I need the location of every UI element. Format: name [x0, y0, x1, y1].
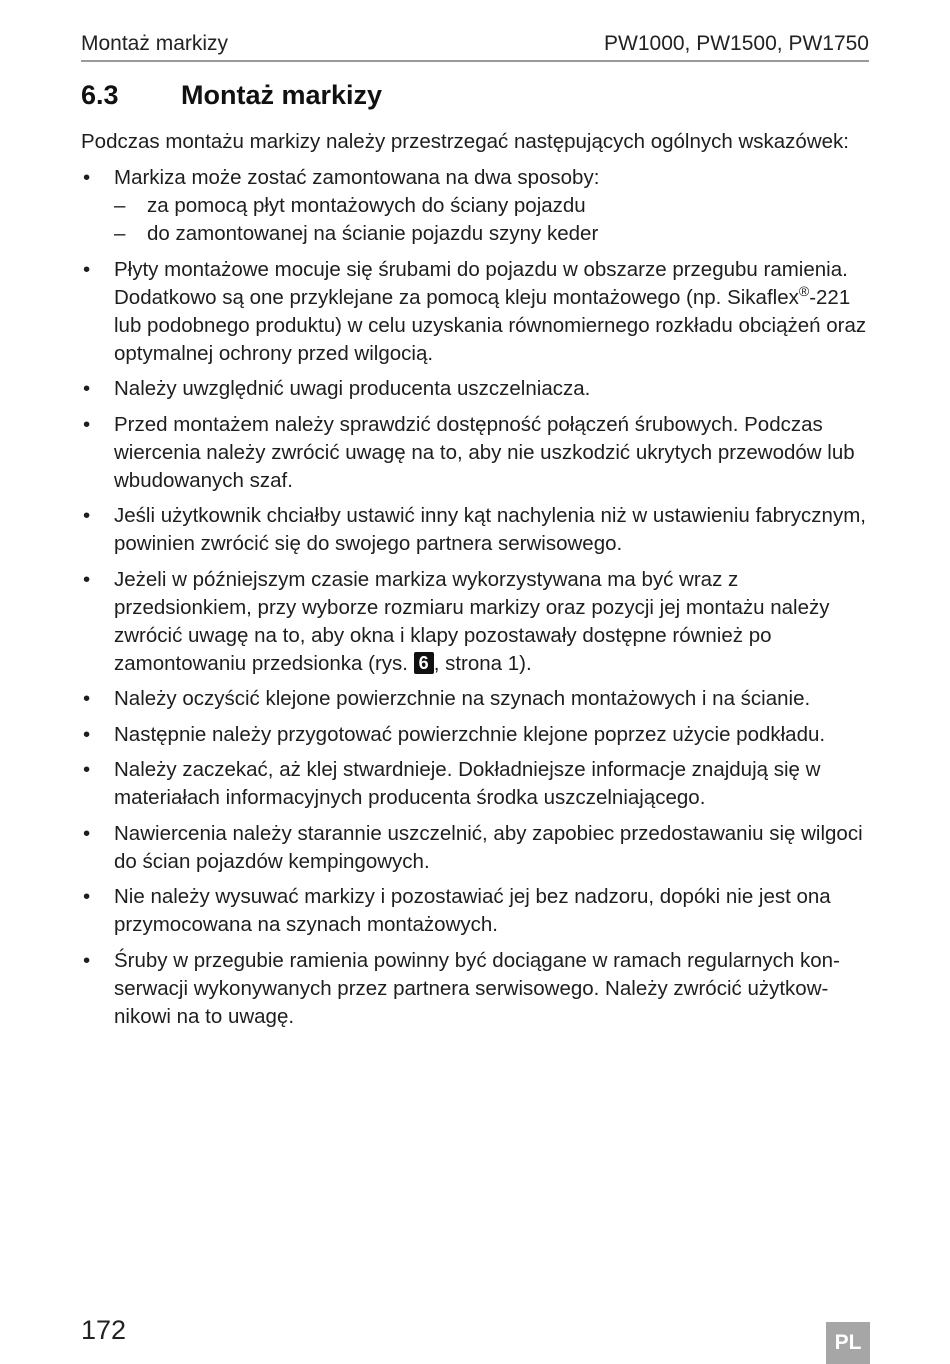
list-item-text: Płyty montażowe mocuje się śrubami do pojazdu w obszarze przegubu ramienia. Dodatkowo są one przyklejane za pomocą kleju montażowego (np. Sikaflex	[114, 257, 848, 309]
header-chapter-title: Montaż markizy	[81, 32, 229, 55]
list-item-text: -221 lub podobnego produktu) w celu uzyskania równomiernego rozkładu obciążeń oraz optymalnej ochrony przed wilgocią.	[114, 285, 867, 365]
instruction-list	[81, 164, 871, 1031]
list-item: • Nie należy wysuwać markizy i pozostawiać jej bez nadzoru, dopóki nie jest ona przymocowana na szynach montażowych.	[81, 883, 871, 939]
section-body	[81, 128, 871, 1038]
figure-reference-badge: 6	[414, 652, 434, 674]
list-item: • Należy oczyścić klejone powierzchnie na szynach montażowych i na ścianie.	[81, 685, 871, 713]
list-item: • Należy uwzględnić uwagi producenta uszczelniacza.	[81, 375, 871, 403]
registered-mark: ®	[798, 282, 810, 299]
mounting-options-list	[114, 192, 871, 248]
list-item: • Następnie należy przygotować powierzchnie klejone poprzez użycie podkładu.	[81, 721, 871, 749]
list-item-text: Markiza może zostać zamontowana na dwa sposoby:	[114, 166, 600, 189]
page-header	[81, 32, 869, 62]
page-number: 172	[81, 1315, 127, 1345]
list-item	[81, 566, 871, 678]
section-number: 6.3	[81, 80, 119, 110]
section-heading	[81, 80, 382, 111]
list-item: • Śruby w przegubie ramienia powinny być dociągane w ramach regularnych konserwacji wykonywanych przez partnera serwisowego. Należy zwrócić użytkownikowi na to uwagę.	[81, 947, 871, 1031]
sub-list-item: – do zamontowanej na ścianie pojazdu szyny keder	[114, 220, 871, 248]
section-title: Montaż markizy	[181, 80, 383, 110]
list-item: • Nawiercenia należy starannie uszczelnić, aby zapobiec przedostawaniu się wilgoci do ścian pojazdów kempingowych.	[81, 820, 871, 876]
header-model-list: PW1000, PW1500, PW1750	[604, 32, 869, 55]
list-item-text: , strona 1).	[433, 651, 532, 675]
list-item: • Jeśli użytkownik chciałby ustawić inny kąt nachylenia niż w ustawieniu fabrycznym, powinien zwrócić się do swojego partnera serwisowego.	[81, 502, 871, 558]
list-item	[81, 164, 871, 248]
list-item: • Należy zaczekać, aż klej stwardnieje. Dokładniejsze informacje znajdują się w materiałach informacyjnych producenta środka uszczelniającego.	[81, 756, 871, 812]
language-badge: PL	[826, 1322, 870, 1364]
list-item: • Przed montażem należy sprawdzić dostępność połączeń śrubowych. Podczas wiercenia należy zwrócić uwagę na to, aby nie uszkodzić ukrytych przewodów lub wbudowanych szaf.	[81, 411, 871, 495]
list-item-text: Jeżeli w późniejszym czasie markiza wykorzystywana ma być wraz z przedsionkiem, przy wyborze rozmiaru markizy oraz pozycji jej montażu należy zwrócić uwagę na to, aby okna i klapy pozostawały dostępne również po zamontowaniu przedsionka (rys.	[114, 567, 830, 675]
sub-list-item: – za pomocą płyt montażowych do ściany pojazdu	[114, 192, 871, 220]
list-item	[81, 256, 871, 368]
intro-paragraph: Podczas montażu markizy należy przestrzegać następujących ogólnych wskazówek:	[81, 130, 849, 153]
